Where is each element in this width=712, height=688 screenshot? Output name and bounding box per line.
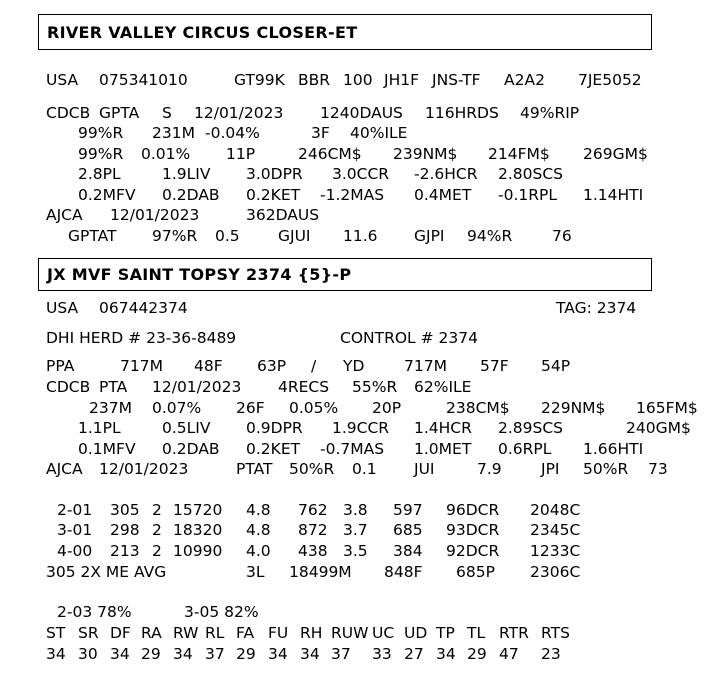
sire-cm-dollars: 246CM$ bbox=[298, 145, 362, 163]
trait-label: RA bbox=[141, 624, 162, 642]
lact-milk: 10990 bbox=[173, 542, 223, 560]
sire-gptat: GPTAT bbox=[68, 227, 117, 245]
sire-genetic-code: JNS-TF bbox=[432, 71, 481, 89]
cow-ptat-value: 0.1 bbox=[352, 460, 377, 478]
cow-yd-fat: 57F bbox=[480, 357, 509, 375]
sire-hti: 1.14HTI bbox=[583, 186, 644, 204]
sire-hcr: -2.6HCR bbox=[414, 165, 478, 183]
trait-value: 30 bbox=[78, 645, 98, 663]
lact-protein-pct: 3.5 bbox=[343, 542, 368, 560]
cow-dpr: 0.9DPR bbox=[246, 419, 303, 437]
sire-mas: -1.2MAS bbox=[320, 186, 385, 204]
cow-jui-value: 7.9 bbox=[477, 460, 502, 478]
sire-ajca: AJCA bbox=[46, 206, 83, 224]
lact-protein-pct: 3.8 bbox=[343, 501, 368, 519]
cow-tag: TAG: 2374 bbox=[556, 299, 637, 317]
cow-ppa-milk: 717M bbox=[120, 357, 163, 375]
cow-reg-number: 067442374 bbox=[99, 299, 188, 317]
sire-ajca-daughters: 362DAUS bbox=[246, 206, 320, 224]
trait-label: FA bbox=[236, 624, 255, 642]
cow-eval-date: 12/01/2023 bbox=[152, 378, 242, 396]
sire-milk: 231M bbox=[152, 124, 195, 142]
sire-haplotype: JH1F bbox=[384, 71, 420, 89]
sire-gjui: GJUI bbox=[278, 227, 311, 245]
cow-jpi-value: 73 bbox=[648, 460, 668, 478]
lact-cheese: 1233C bbox=[530, 542, 581, 560]
cow-gm-dollars: 240GM$ bbox=[626, 419, 691, 437]
cow-ket: 0.2KET bbox=[246, 440, 301, 458]
cow-ile: 62%ILE bbox=[414, 378, 472, 396]
trait-value: 23 bbox=[541, 645, 561, 663]
cow-header-box bbox=[38, 258, 652, 291]
sire-gjpi: GJPI bbox=[414, 227, 445, 245]
cow-mfv: 0.1MFV bbox=[78, 440, 136, 458]
lact-cheese: 2048C bbox=[530, 501, 581, 519]
cow-ppa-protein: 63P bbox=[257, 357, 287, 375]
cow-hti: 1.66HTI bbox=[583, 440, 644, 458]
sire-fat-pct: -0.04% bbox=[205, 124, 260, 142]
lact-fat: 762 bbox=[298, 501, 328, 519]
lact-days: 305 bbox=[110, 501, 140, 519]
trait-value: 47 bbox=[499, 645, 519, 663]
sire-herds: 116HRDS bbox=[425, 104, 499, 122]
sire-score: 100 bbox=[343, 71, 373, 89]
cow-jpi-rel: 50%R bbox=[583, 460, 629, 478]
sire-header-box bbox=[38, 14, 652, 50]
cow-ajca: AJCA bbox=[46, 460, 83, 478]
cow-fat: 26F bbox=[236, 399, 265, 417]
cow-separator: / bbox=[311, 357, 317, 375]
sire-dab: 0.2DAB bbox=[162, 186, 220, 204]
cow-mas: -0.7MAS bbox=[320, 440, 385, 458]
cow-ccr: 1.9CCR bbox=[332, 419, 390, 437]
cow-yd-milk: 717M bbox=[404, 357, 447, 375]
sire-reliability: 99%R bbox=[78, 124, 124, 142]
sire-ket: 0.2KET bbox=[246, 186, 301, 204]
cow-scs: 2.89SCS bbox=[498, 419, 564, 437]
cow-met: 1.0MET bbox=[414, 440, 472, 458]
cow-pta: PTA bbox=[99, 378, 128, 396]
lact-milkings: 2 bbox=[152, 521, 162, 539]
sire-ile: 40%ILE bbox=[350, 124, 408, 142]
sire-reg-number: 075341010 bbox=[99, 71, 188, 89]
sire-gjpi-value: 76 bbox=[552, 227, 572, 245]
cow-country: USA bbox=[46, 299, 79, 317]
sire-scs: 2.80SCS bbox=[498, 165, 564, 183]
sire-nm-dollars: 239NM$ bbox=[393, 145, 458, 163]
lact-milk: 18320 bbox=[173, 521, 223, 539]
trait-label: TL bbox=[467, 624, 486, 642]
sire-daughters: 1240DAUS bbox=[320, 104, 403, 122]
sire-reliability-2: 99%R bbox=[78, 145, 124, 163]
cow-control: CONTROL # 2374 bbox=[340, 329, 478, 347]
cow-ppa-fat: 48F bbox=[194, 357, 223, 375]
cow-ppa: PPA bbox=[46, 357, 75, 375]
trait-label: FU bbox=[268, 624, 289, 642]
sire-fm-dollars: 214FM$ bbox=[488, 145, 550, 163]
sire-gpta: GPTA bbox=[99, 104, 140, 122]
sire-met: 0.4MET bbox=[414, 186, 472, 204]
avg-lactations: 3L bbox=[246, 563, 265, 581]
trait-value: 34 bbox=[110, 645, 130, 663]
lact-dcr: 96DCR bbox=[446, 501, 500, 519]
lact-age: 2-01 bbox=[57, 501, 93, 519]
lact-age: 3-01 bbox=[57, 521, 93, 539]
cow-protein-pct: 0.05% bbox=[289, 399, 339, 417]
sire-dpr: 3.0DPR bbox=[246, 165, 303, 183]
cow-hcr: 1.4HCR bbox=[414, 419, 472, 437]
cow-milk: 237M bbox=[89, 399, 132, 417]
cow-yd-protein: 54P bbox=[541, 357, 571, 375]
cow-protein: 20P bbox=[372, 399, 402, 417]
lact-dcr: 93DCR bbox=[446, 521, 500, 539]
lact-protein: 685 bbox=[393, 521, 423, 539]
lact-cheese: 2345C bbox=[530, 521, 581, 539]
lact-days: 298 bbox=[110, 521, 140, 539]
trait-value: 34 bbox=[173, 645, 193, 663]
sire-pl: 2.8PL bbox=[78, 165, 121, 183]
cow-rpl: 0.6RPL bbox=[498, 440, 552, 458]
trait-value: 37 bbox=[205, 645, 225, 663]
trait-label: DF bbox=[110, 624, 131, 642]
trait-value: 29 bbox=[236, 645, 256, 663]
cow-pl: 1.1PL bbox=[78, 419, 121, 437]
cow-ptat: PTAT bbox=[236, 460, 273, 478]
trait-label: SR bbox=[78, 624, 99, 642]
classification-second: 3-05 82% bbox=[184, 603, 259, 621]
sire-mfv: 0.2MFV bbox=[78, 186, 136, 204]
trait-value: 34 bbox=[268, 645, 288, 663]
trait-value: 29 bbox=[467, 645, 487, 663]
trait-value: 37 bbox=[331, 645, 351, 663]
sire-ccr: 3.0CCR bbox=[332, 165, 390, 183]
sire-gm-dollars: 269GM$ bbox=[583, 145, 648, 163]
trait-value: 34 bbox=[300, 645, 320, 663]
avg-fat: 848F bbox=[384, 563, 423, 581]
avg-milk: 18499M bbox=[289, 563, 352, 581]
sire-country: USA bbox=[46, 71, 79, 89]
trait-value: 27 bbox=[404, 645, 424, 663]
trait-value: 29 bbox=[141, 645, 161, 663]
cow-recs: 4RECS bbox=[278, 378, 330, 396]
lact-fat: 872 bbox=[298, 521, 328, 539]
sire-gjpi-rel: 94%R bbox=[467, 227, 513, 245]
lact-protein-pct: 3.7 bbox=[343, 521, 368, 539]
cow-ptat-rel: 50%R bbox=[289, 460, 335, 478]
lact-fat-pct: 4.0 bbox=[246, 542, 271, 560]
sire-eval-date: 12/01/2023 bbox=[194, 104, 284, 122]
lact-fat-pct: 4.8 bbox=[246, 521, 271, 539]
lact-milk: 15720 bbox=[173, 501, 223, 519]
sire-protein-pct: 0.01% bbox=[141, 145, 191, 163]
sire-protein: 11P bbox=[226, 145, 256, 163]
trait-label: RTS bbox=[541, 624, 570, 642]
lact-age: 4-00 bbox=[57, 542, 93, 560]
cow-liv: 0.5LIV bbox=[162, 419, 211, 437]
lact-fat: 438 bbox=[298, 542, 328, 560]
sire-gptat-rel: 97%R bbox=[152, 227, 198, 245]
trait-value: 33 bbox=[372, 645, 392, 663]
cow-rel: 55%R bbox=[352, 378, 398, 396]
cow-jui: JUI bbox=[414, 460, 435, 478]
sire-cdcb: CDCB bbox=[46, 104, 91, 122]
classification-first: 2-03 78% bbox=[57, 603, 132, 621]
sire-fat: 3F bbox=[311, 124, 330, 142]
trait-label: ST bbox=[46, 624, 66, 642]
sire-gjui-value: 11.6 bbox=[343, 227, 378, 245]
sire-naab-code: 7JE5052 bbox=[578, 71, 642, 89]
sire-beta-casein: A2A2 bbox=[504, 71, 545, 89]
cow-nm-dollars: 229NM$ bbox=[541, 399, 606, 417]
cow-dab: 0.2DAB bbox=[162, 440, 220, 458]
sire-liv: 1.9LIV bbox=[162, 165, 211, 183]
cow-cm-dollars: 238CM$ bbox=[446, 399, 510, 417]
trait-value: 34 bbox=[46, 645, 66, 663]
lact-milkings: 2 bbox=[152, 542, 162, 560]
trait-label: TP bbox=[436, 624, 455, 642]
lact-milkings: 2 bbox=[152, 501, 162, 519]
trait-label: RUW bbox=[331, 624, 369, 642]
trait-label: UD bbox=[404, 624, 428, 642]
sire-rip: 49%RIP bbox=[520, 104, 580, 122]
cow-ajca-date: 12/01/2023 bbox=[99, 460, 189, 478]
cow-name: JX MVF SAINT TOPSY 2374 {5}-P bbox=[47, 265, 352, 284]
cow-fat-pct: 0.07% bbox=[152, 399, 202, 417]
sire-code: GT99K bbox=[234, 71, 285, 89]
sire-s: S bbox=[162, 104, 172, 122]
sire-rpl: -0.1RPL bbox=[498, 186, 557, 204]
sire-color: BBR bbox=[298, 71, 331, 89]
sire-name: RIVER VALLEY CIRCUS CLOSER-ET bbox=[47, 23, 358, 42]
trait-label: RW bbox=[173, 624, 199, 642]
lact-dcr: 92DCR bbox=[446, 542, 500, 560]
trait-label: UC bbox=[372, 624, 395, 642]
cow-dhi-herd: DHI HERD # 23-36-8489 bbox=[46, 329, 237, 347]
cow-jpi: JPI bbox=[541, 460, 560, 478]
trait-label: RTR bbox=[499, 624, 529, 642]
lact-fat-pct: 4.8 bbox=[246, 501, 271, 519]
sire-ajca-date: 12/01/2023 bbox=[110, 206, 200, 224]
avg-protein: 685P bbox=[456, 563, 495, 581]
lact-protein: 597 bbox=[393, 501, 423, 519]
cow-fm-dollars: 165FM$ bbox=[636, 399, 698, 417]
avg-cheese: 2306C bbox=[530, 563, 581, 581]
cow-cdcb: CDCB bbox=[46, 378, 91, 396]
lact-days: 213 bbox=[110, 542, 140, 560]
trait-value: 34 bbox=[436, 645, 456, 663]
sire-gptat-value: 0.5 bbox=[215, 227, 240, 245]
cow-yd: YD bbox=[343, 357, 365, 375]
trait-label: RL bbox=[205, 624, 225, 642]
avg-label: 305 2X ME AVG bbox=[46, 563, 167, 581]
lact-protein: 384 bbox=[393, 542, 423, 560]
trait-label: RH bbox=[300, 624, 323, 642]
